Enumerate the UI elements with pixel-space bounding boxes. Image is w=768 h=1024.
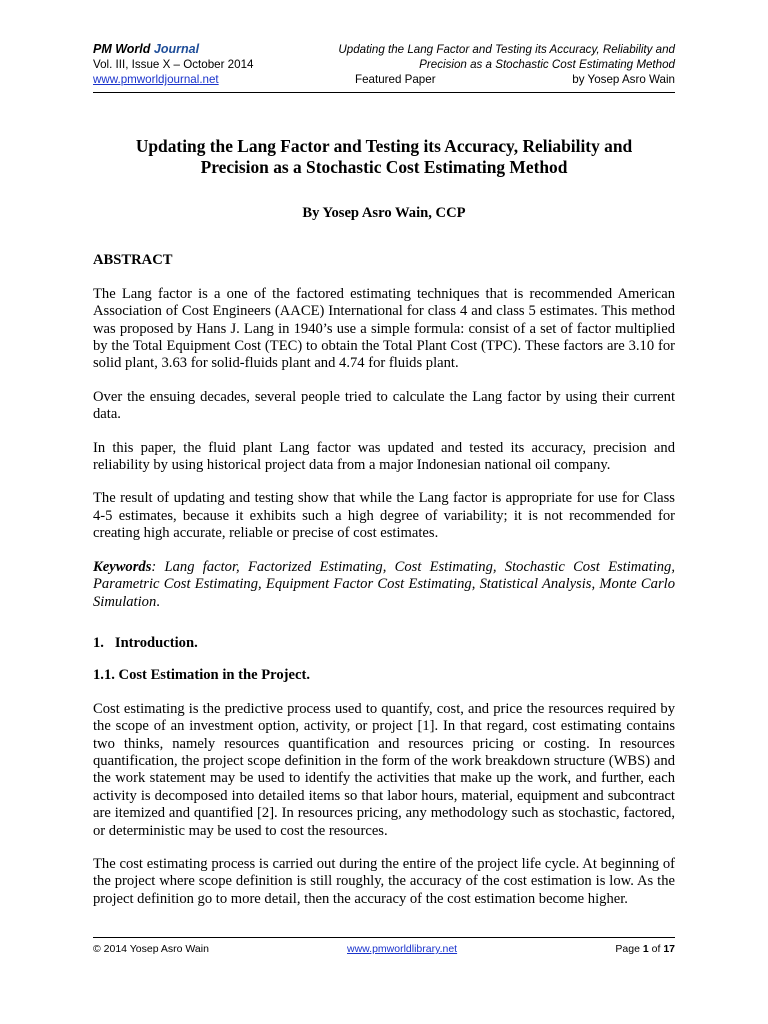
header-byline: by Yosep Asro Wain — [572, 73, 675, 86]
body-paragraph: Cost estimating is the predictive process used to quantify, cost, and price the resources required by the scope of an investment option, activity, or project [1]. In that regard, cost estimating contains two thinks, namely resources quantification and resources pricing or costing. In resources quantification, the project scope definition in the form of the work breakdown structure (WBS) and the work statement may be used to identify the activities that make up the work, and further, each activity is decomposed into detailed items so that labor hours, material, equipment and subcontract are itemized and quantified [2]. In resources pricing, any methodology such as stochastic, factored, or deterministic may be used to cost the resources. — [93, 700, 675, 839]
abstract-paragraph: In this paper, the fluid plant Lang factor was updated and tested its accuracy, precision and reliability by using historical project data from a major Indonesian national oil company. — [93, 439, 675, 474]
abstract-paragraph: The Lang factor is a one of the factored estimating techniques that is recommended American Association of Cost Engineers (AACE) International for class 4 and class 5 estimates. This method was proposed by Hans J. Lang in 1940’s use a simple formula: consist of a set of factor multiplied by the Total Equipment Cost (TEC) to obtain the Total Plant Cost (TPC). These factors are 3.10 for solid plant, 3.63 for solid-fluids plant and 4.74 for fluids plant. — [93, 285, 675, 372]
running-title-line-1: Updating the Lang Factor and Testing its Accuracy, Reliability and — [338, 43, 675, 56]
page-footer — [93, 937, 675, 955]
journal-website-link[interactable]: www.pmworldjournal.net — [93, 73, 219, 86]
page-number: Page 1 of 17 — [615, 943, 675, 955]
footer-copyright: © 2014 Yosep Asro Wain — [93, 943, 209, 955]
author-line: By Yosep Asro Wain, CCP — [302, 205, 466, 221]
footer-library-link[interactable]: www.pmworldlibrary.net — [347, 943, 458, 955]
keywords: Keywords: Lang factor, Factorized Estimating, Cost Estimating, Stochastic Cost Estimating, Parametric Cost Estimating, Equipment Factor Cost Estimating, Statistical Analysis, Monte Carlo Simulation. — [93, 558, 675, 610]
running-title-block — [275, 42, 675, 87]
body-paragraph: The cost estimating process is carried out during the entire of the project life cycle. At beginning of the project where scope definition is still roughly, the accuracy of the cost estimation is low. As the project definition go to more detail, then the accuracy of the cost estimation become higher. — [93, 855, 675, 907]
abstract-paragraph: The result of updating and testing show that while the Lang factor is appropriate for use for Class 4-5 estimates, because it exhibits such a high degree of variability; it is not recommended for creating high accurate, reliable or precise of cost estimates. — [93, 490, 675, 542]
paper-type: Featured Paper — [355, 73, 436, 86]
journal-name: PM World Journal — [93, 42, 200, 56]
section-heading-1: 1. Introduction. — [93, 634, 198, 651]
page-content — [93, 136, 675, 908]
header-rule — [93, 92, 675, 93]
running-header — [93, 42, 675, 92]
keywords-text: : Lang factor, Factorized Estimating, Cost Estimating, Stochastic Cost Estimating, Parametric Cost Estimating, Equipment Factor Cost Estimating, Statistical Analysis, Monte Carlo Simulation — [93, 558, 675, 610]
abstract-heading: ABSTRACT — [93, 252, 173, 269]
keywords-label: Keywords — [93, 558, 152, 575]
section-heading-1-1: 1.1. Cost Estimation in the Project. — [93, 667, 310, 684]
journal-volume: Vol. III, Issue X – October 2014 — [93, 58, 254, 71]
running-title-line-2: Precision as a Stochastic Cost Estimating Method — [419, 58, 675, 71]
paper-title: Updating the Lang Factor and Testing its Accuracy, Reliability and Precision as a Stochastic Cost Estimating Method — [135, 136, 633, 177]
abstract-paragraph: Over the ensuing decades, several people tried to calculate the Lang factor by using their current data. — [93, 388, 675, 423]
